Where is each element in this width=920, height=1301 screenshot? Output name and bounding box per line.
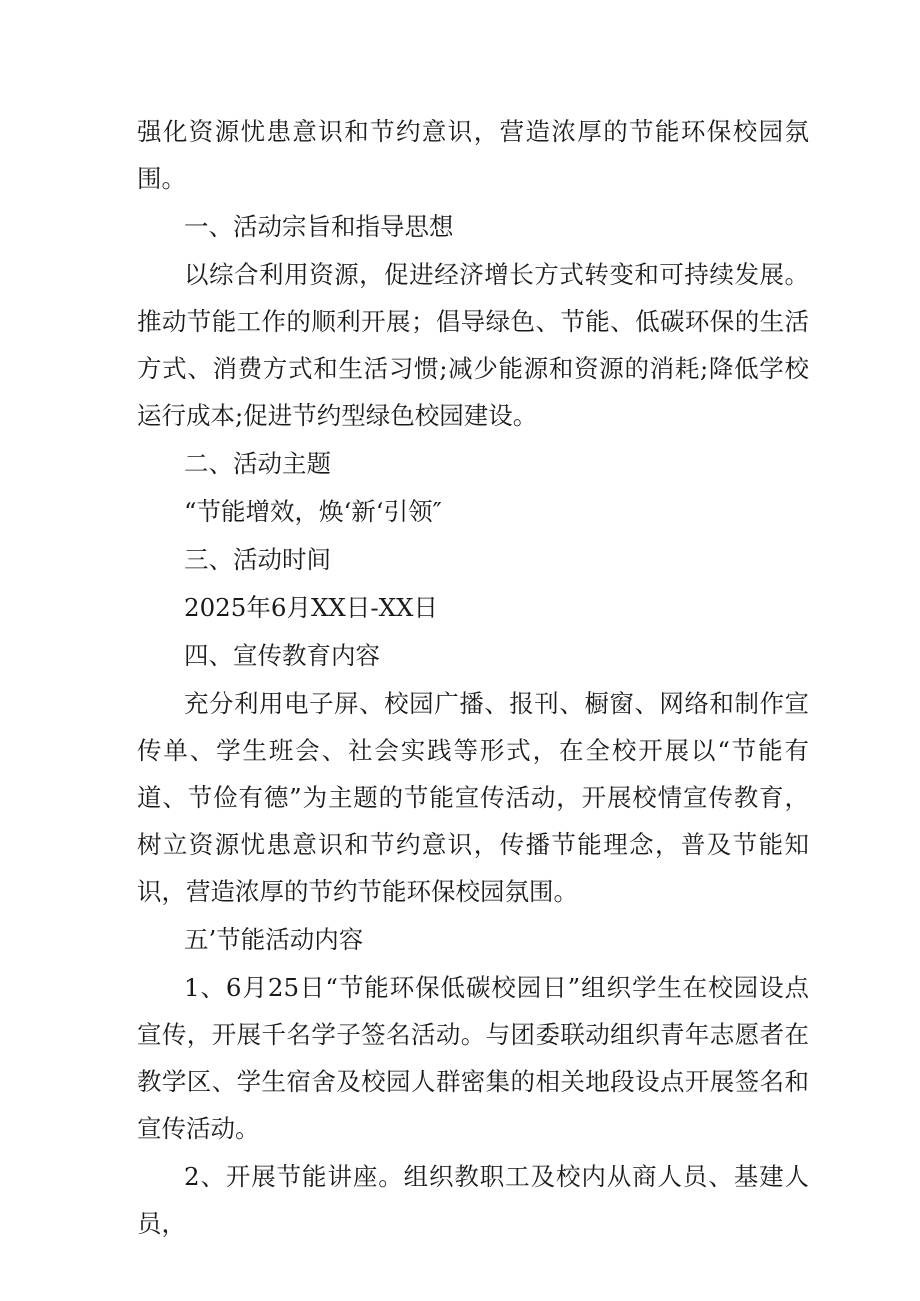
heading-theme: 二、活动主题 <box>184 449 331 478</box>
paragraph-theme: “节能增效，焕‘新‘引领″ <box>184 497 442 526</box>
heading-time: 三、活动时间 <box>184 545 331 574</box>
paragraph-education: 充分利用电子屏、校园广播、报刊、橱窗、网络和制作宣传单、学生班会、社会实践等形式，在全校开展以“节能有道、节俭有德”为主题的节能宣传活动，开展校情宣传教育，树立资源忧患意识和节约意识，传播节能理念，普及节能知识，营造浓厚的节约节能环保校园氛围。 <box>137 689 809 906</box>
paragraph-time: 2025年6月XX日-XX日 <box>184 593 438 622</box>
document-body <box>137 108 809 1247</box>
heading-education: 四、宣传教育内容 <box>184 641 380 670</box>
paragraph-intro-continuation: 强化资源忧患意识和节约意识，营造浓厚的节能环保校园氛围。 <box>137 117 809 193</box>
paragraph-purpose: 以综合利用资源，促进经济增长方式转变和可持续发展。推动节能工作的顺利开展；倡导绿色、节能、低碳环保的生活方式、消费方式和生活习惯;减少能源和资源的消耗;降低学校运行成本;促进节约型绿色校园建设。 <box>137 260 809 430</box>
paragraph-activity-2: 2、开展节能讲座。组织教职工及校内从商人员、基建人员， <box>137 1162 809 1238</box>
heading-activities: 五’节能活动内容 <box>184 925 364 954</box>
paragraph-activity-1: 1、6月25日“节能环保低碳校园日”组织学生在校园设点宣传，开展千名学子签名活动。与团委联动组织青年志愿者在教学区、学生宿舍及校园人群密集的相关地段设点开展签名和宣传活动。 <box>137 973 809 1143</box>
heading-purpose: 一、活动宗旨和指导思想 <box>184 212 454 241</box>
